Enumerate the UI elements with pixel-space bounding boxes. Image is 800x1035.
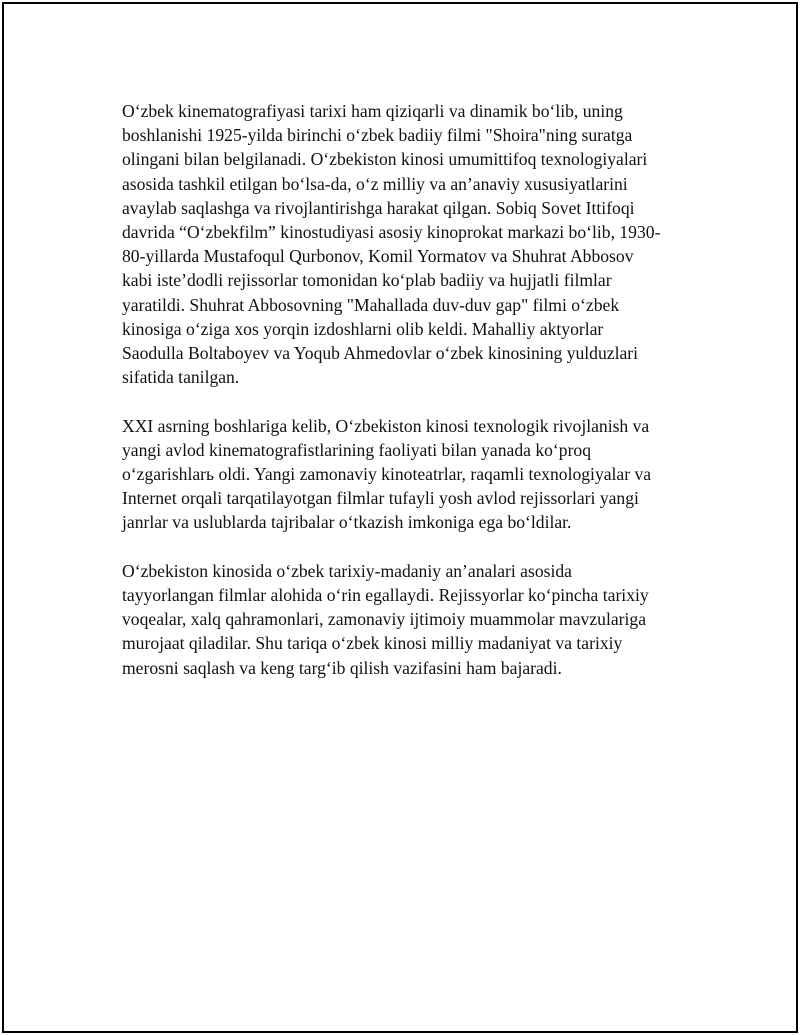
paragraph-2 (122, 414, 722, 535)
text-line: boshlanishi 1925-yilda birinchi o‘zbek badiiy filmi "Shoira"ning suratga (122, 125, 633, 146)
text-line: davrida “O‘zbekfilm” kinostudiyasi asosiy kinoprokat markazi bo‘lib, 1930- (122, 222, 661, 243)
text-line: Internet orqali tarqatilayotgan filmlar tufayli yosh avlod rejissorlari yangi (122, 488, 639, 509)
text-line: XXI asrning boshlariga kelib, O‘zbekiston kinosi texnologik rivojlanish va (122, 415, 650, 436)
text-line: O‘zbekiston kinosida o‘zbek tarixiy-madaniy an’analari asosida (122, 560, 572, 581)
text-line: tayyorlangan filmlar alohida o‘rin egallaydi. Rejissyorlar ko‘pincha tarixiy (122, 585, 649, 606)
text-line: asosida tashkil etilgan bo‘lsa-da, o‘z milliy va an’anaviy xususiyatlarini (122, 173, 628, 194)
text-line: yaratildi. Shuhrat Abbosovning "Mahallada duv-duv gap" filmi o‘zbek (122, 294, 620, 315)
text-line: 80-yillarda Mustafoqul Qurbonov, Komil Yormatov va Shuhrat Abbosov (122, 246, 634, 267)
text-line: janrlar va uslublarda tajribalar o‘tkazish imkoniga ega bo‘ldilar. (122, 512, 572, 533)
text-line: merosni saqlash va keng targ‘ib qilish vazifasini ham bajaradi. (122, 657, 562, 678)
text-line: sifatida tanilgan. (122, 367, 240, 388)
document-body (122, 99, 722, 704)
text-line: olingani bilan belgilanadi. O‘zbekiston kinosi umumittifoq texnologiyalari (122, 149, 648, 170)
document-page (2, 2, 798, 1033)
text-line: Saodulla Boltaboyev va Yoqub Ahmedovlar o‘zbek kinosining yulduzlari (122, 343, 639, 364)
text-line: murojaat qiladilar. Shu tariqa o‘zbek kinosi milliy madaniyat va tarixiy (122, 633, 623, 654)
text-line: yangi avlod kinematografistlarining faoliyati bilan yanada ko‘proq (122, 439, 592, 460)
paragraph-3 (122, 559, 722, 680)
text-line: O‘zbek kinematografiyasi tarixi ham qiziqarli va dinamik bo‘lib, uning (122, 101, 623, 121)
text-line: avaylab saqlashga va rivojlantirishga harakat qilgan. Sobiq Sovet Ittifoqi (122, 197, 635, 218)
text-line: o‘zgarishlarь oldi. Yangi zamonaviy kinoteatrlar, raqamli texnologiyalar va (122, 464, 652, 485)
text-line: kabi iste’dodli rejissorlar tomonidan ko‘plab badiiy va hujjatli filmlar (122, 270, 612, 291)
text-line: voqealar, xalq qahramonlari, zamonaviy ijtimoiy muammolar mavzulariga (122, 609, 646, 630)
text-line: kinosiga o‘ziga xos yorqin izdoshlarni olib keldi. Mahalliy aktyorlar (122, 318, 604, 339)
paragraph-1 (122, 99, 722, 389)
